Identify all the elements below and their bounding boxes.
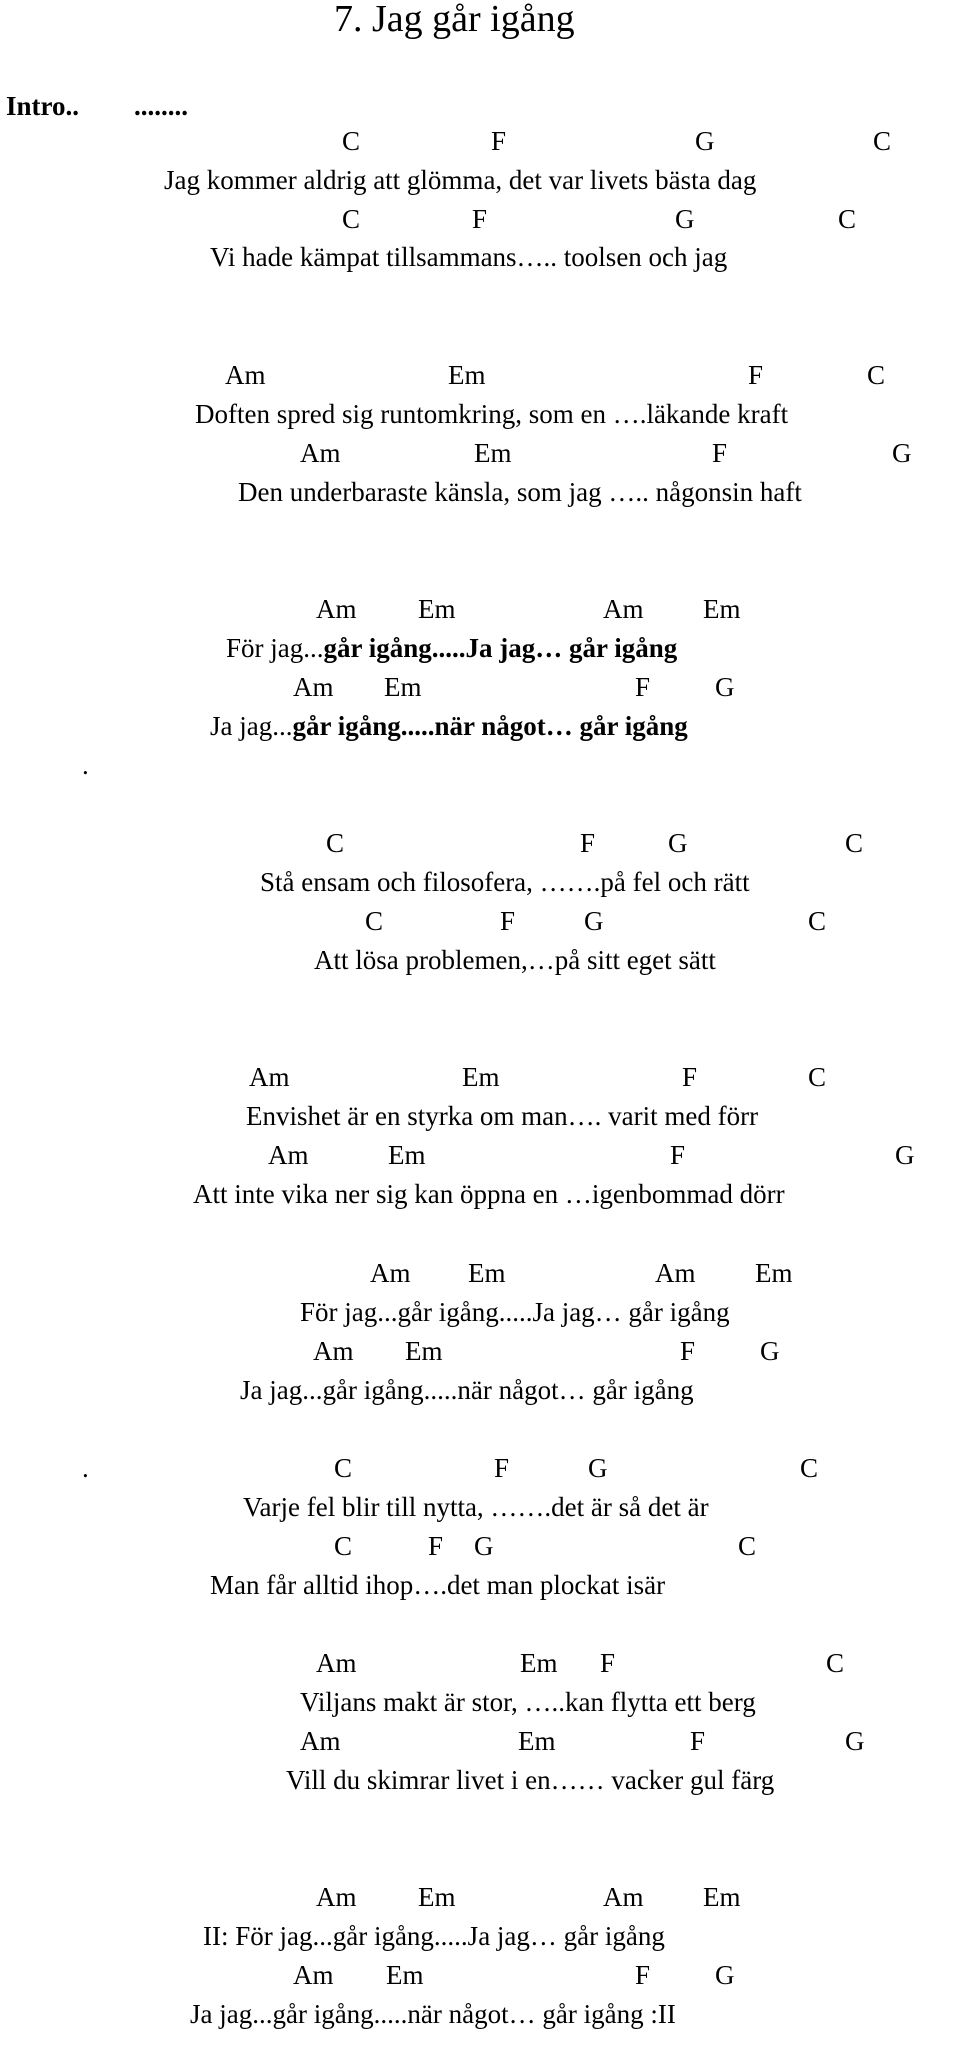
chord: G: [715, 672, 735, 702]
chord: Am: [300, 1726, 341, 1756]
lyric-line: Vi hade kämpat tillsammans….. toolsen och jag: [210, 242, 728, 272]
intro-dots: ........: [134, 91, 188, 121]
lyric-line: Envishet är en styrka om man…. varit med förr: [246, 1101, 759, 1131]
chord: Am: [249, 1062, 290, 1092]
chord: C: [873, 126, 892, 156]
chord: F: [472, 204, 488, 234]
chord: C: [738, 1531, 757, 1561]
chord: Em: [405, 1336, 443, 1366]
chord: C: [334, 1453, 353, 1483]
chord: C: [334, 1531, 353, 1561]
chord: Am: [293, 1960, 334, 1990]
chord: C: [808, 906, 827, 936]
chord: F: [712, 438, 728, 468]
chord: Em: [462, 1062, 500, 1092]
chord: Am: [603, 1882, 644, 1912]
lyric-line: [210, 713, 688, 740]
song-title: 7. Jag går igång: [334, 0, 575, 40]
chord: Am: [293, 672, 334, 702]
chord: C: [867, 360, 886, 390]
chord: Am: [225, 360, 266, 390]
chord: Em: [468, 1258, 506, 1288]
chord: Am: [316, 594, 357, 624]
chord: Am: [655, 1258, 696, 1288]
chord: Am: [313, 1336, 354, 1366]
chord: Em: [386, 1960, 424, 1990]
chord: Em: [703, 1882, 741, 1912]
chord: F: [635, 1960, 651, 1990]
chord: F: [670, 1140, 686, 1170]
chord: Em: [520, 1648, 558, 1678]
chord: Em: [448, 360, 486, 390]
lyric-line: Varje fel blir till nytta, …….det är så det är: [243, 1492, 709, 1522]
lyric-line: II: För jag...går igång.....Ja jag… går igång: [203, 1921, 665, 1951]
chord: G: [675, 204, 695, 234]
separator-dot: .: [82, 750, 89, 780]
chord: C: [838, 204, 857, 234]
chord: Em: [703, 594, 741, 624]
chord: F: [494, 1453, 510, 1483]
intro-label: Intro..: [6, 91, 80, 121]
chord: Am: [300, 438, 341, 468]
chord: Em: [518, 1726, 556, 1756]
chord: F: [428, 1531, 444, 1561]
chord: C: [845, 828, 864, 858]
chord: C: [326, 828, 345, 858]
chord: G: [695, 126, 715, 156]
chord: G: [895, 1140, 915, 1170]
lyric-line: Stå ensam och filosofera, …….på fel och rätt: [260, 867, 750, 897]
lyric-segment: För jag...: [226, 633, 324, 663]
chord: C: [365, 906, 384, 936]
lyric-line: Ja jag...går igång.....när något… går igång: [240, 1375, 694, 1405]
lyric-segment: Ja jag...: [210, 711, 293, 741]
chord: Em: [474, 438, 512, 468]
chord: Am: [316, 1648, 357, 1678]
lyric-line: Man får alltid ihop….det man plockat isär: [210, 1570, 666, 1600]
chord: Em: [418, 1882, 456, 1912]
chord: F: [600, 1648, 616, 1678]
lyric-line: Vill du skimrar livet i en…… vacker gul färg: [286, 1765, 775, 1795]
lyric-line: Att lösa problemen,…på sitt eget sätt: [314, 945, 716, 975]
lyric-line: Jag kommer aldrig att glömma, det var livets bästa dag: [164, 165, 757, 195]
lyric-segment-bold: går igång.....när något… går igång: [292, 711, 688, 741]
chord: G: [584, 906, 604, 936]
chord: Em: [388, 1140, 426, 1170]
separator-dot: .: [82, 1453, 89, 1483]
chord: C: [808, 1062, 827, 1092]
chord: Am: [316, 1882, 357, 1912]
chord: G: [892, 438, 912, 468]
chord: Em: [755, 1258, 793, 1288]
chord: F: [680, 1336, 696, 1366]
lyric-line: För jag...går igång.....Ja jag… går igång: [300, 1297, 730, 1327]
lyric-line: Viljans makt är stor, …..kan flytta ett berg: [300, 1687, 756, 1717]
chord: F: [580, 828, 596, 858]
lyric-line: Den underbaraste känsla, som jag ….. någonsin haft: [238, 477, 802, 507]
chord: F: [748, 360, 764, 390]
lyric-line: Doften spred sig runtomkring, som en ….läkande kraft: [195, 399, 789, 429]
chord: C: [342, 204, 361, 234]
chord: G: [760, 1336, 780, 1366]
chord: F: [491, 126, 507, 156]
chord: C: [342, 126, 361, 156]
chord: C: [800, 1453, 819, 1483]
chord: F: [682, 1062, 698, 1092]
chord: G: [668, 828, 688, 858]
lyric-segment-bold: går igång.....Ja jag… går igång: [323, 633, 678, 663]
lyric-line: Ja jag...går igång.....när något… går igång :II: [190, 1999, 676, 2029]
chord: G: [474, 1531, 494, 1561]
chord: Em: [384, 672, 422, 702]
chord: G: [715, 1960, 735, 1990]
chord: F: [690, 1726, 706, 1756]
chord: Am: [370, 1258, 411, 1288]
lyric-line: Att inte vika ner sig kan öppna en …igenbommad dörr: [193, 1179, 785, 1209]
lyric-line: [226, 635, 677, 662]
chord: F: [500, 906, 516, 936]
chord: Am: [603, 594, 644, 624]
chord: Am: [268, 1140, 309, 1170]
chord: G: [845, 1726, 865, 1756]
chord: F: [635, 672, 651, 702]
chord: C: [826, 1648, 845, 1678]
chord: G: [588, 1453, 608, 1483]
chord: Em: [418, 594, 456, 624]
